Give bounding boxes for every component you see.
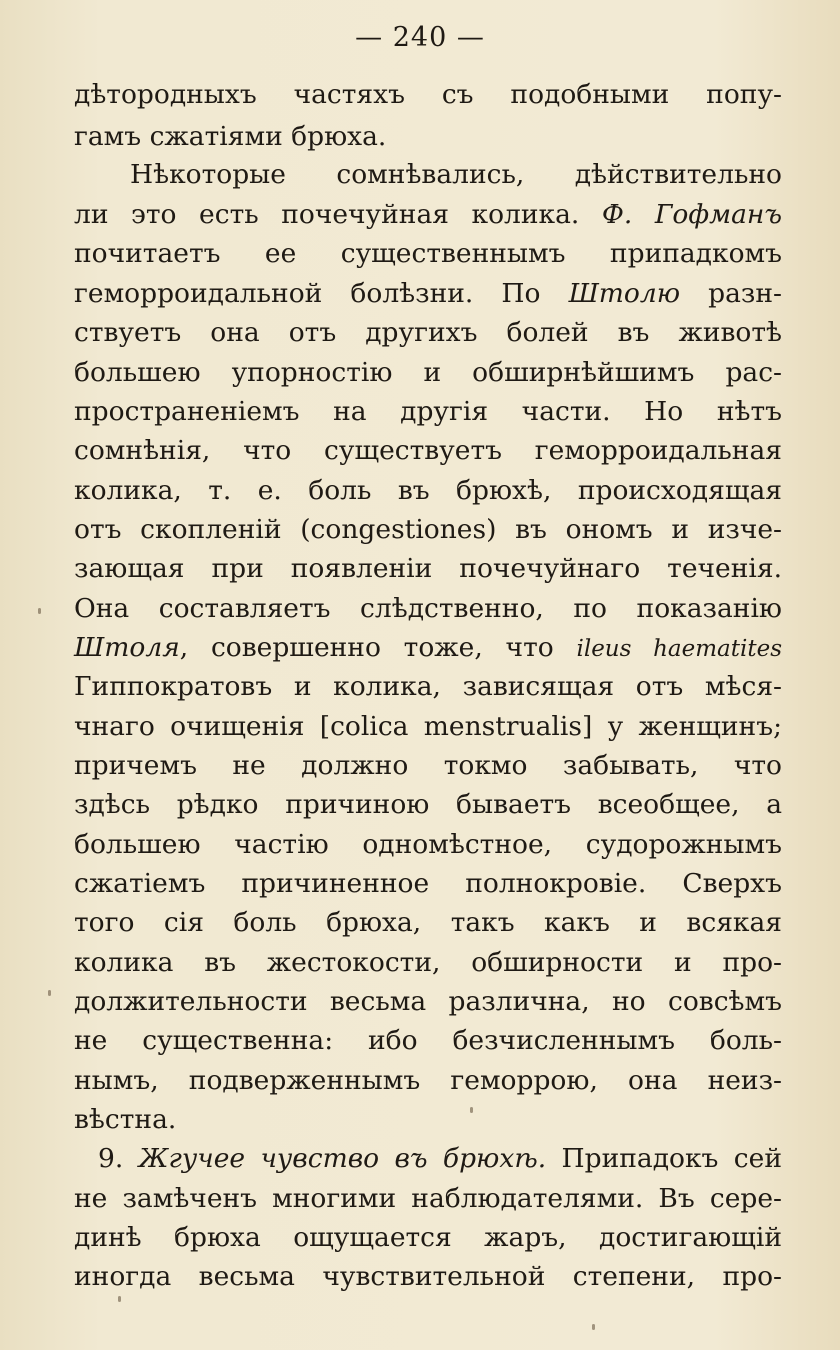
paper-speck <box>470 1107 473 1113</box>
text-line: вѣстна. <box>74 1104 177 1135</box>
text-line: гамъ сжатiями брюха. <box>74 121 387 152</box>
text-line: должительности весьма различна, но совсѣмъ <box>74 986 782 1017</box>
text-line: большею частiю одномѣстное, судорожнымъ <box>74 829 782 860</box>
text-line: нымъ, подверженнымъ геморрою, она неиз- <box>74 1065 782 1096</box>
text-line: зающая при появленiи почечуйнаго теченiя. <box>74 553 782 584</box>
text-line: геморроидальной болѣзни. По Штолю разн- <box>74 278 783 309</box>
text-line: сжатiемъ причиненное полнокровiе. Сверхъ <box>74 868 782 899</box>
text-line: почитаетъ ее существеннымъ припадкомъ <box>74 238 782 269</box>
text-line: Нѣкоторые сомнѣвались, дѣйствительно <box>130 159 782 190</box>
text-line: колика, т. е. боль въ брюхѣ, происходящая <box>74 475 782 506</box>
text-line: Она составляетъ слѣдственно, по показанiю <box>74 593 782 624</box>
text-line: 9. Жгучее чувство въ брюхѣ. Припадокъ сей <box>98 1143 782 1174</box>
text-line: отъ скопленiй (congestiones) въ ономъ и изче- <box>74 514 782 545</box>
text-line: чнаго очищенiя [colica menstrualis] у женщинъ; <box>74 711 782 742</box>
text-line: не замѣченъ многими наблюдателями. Въ сере- <box>74 1183 782 1214</box>
text-line: дѣтородныхъ частяхъ съ подобными попу- <box>74 79 782 110</box>
text-line: не существенна: ибо безчисленнымъ боль- <box>74 1025 782 1056</box>
text-line: иногда весьма чувствительной степени, про- <box>74 1261 782 1292</box>
text-line: причемъ не должно токмо забывать, что <box>74 750 782 781</box>
text-line: динѣ брюха ощущается жаръ, достигающiй <box>74 1222 782 1253</box>
text-line: того сiя боль брюха, такъ какъ и всякая <box>74 907 782 938</box>
paper-speck <box>48 990 51 996</box>
page-number: — 240 — <box>355 22 485 53</box>
paper-speck <box>38 608 41 614</box>
text-line: большею упорностiю и обширнѣйшимъ рас- <box>74 357 782 388</box>
text-line: Штоля, совершенно тоже, что ileus haematites <box>74 632 783 663</box>
text-line: ствуетъ она отъ другихъ болей въ животѣ <box>74 317 782 348</box>
text-line: ли это есть почечуйная колика. Ф. Гофманъ <box>74 199 782 230</box>
paper-speck <box>592 1324 595 1330</box>
text-line: здѣсь рѣдко причиною бываетъ всеобщее, а <box>74 789 782 820</box>
text-line: пространенiемъ на другiя части. Но нѣтъ <box>74 396 782 427</box>
text-line: колика въ жестокости, обширности и про- <box>74 947 782 978</box>
text-line: сомнѣнiя, что существуетъ геморроидальная <box>74 435 782 466</box>
text-line: Гиппократовъ и колика, зависящая отъ мѣся- <box>74 671 782 702</box>
paper-speck <box>118 1296 121 1302</box>
